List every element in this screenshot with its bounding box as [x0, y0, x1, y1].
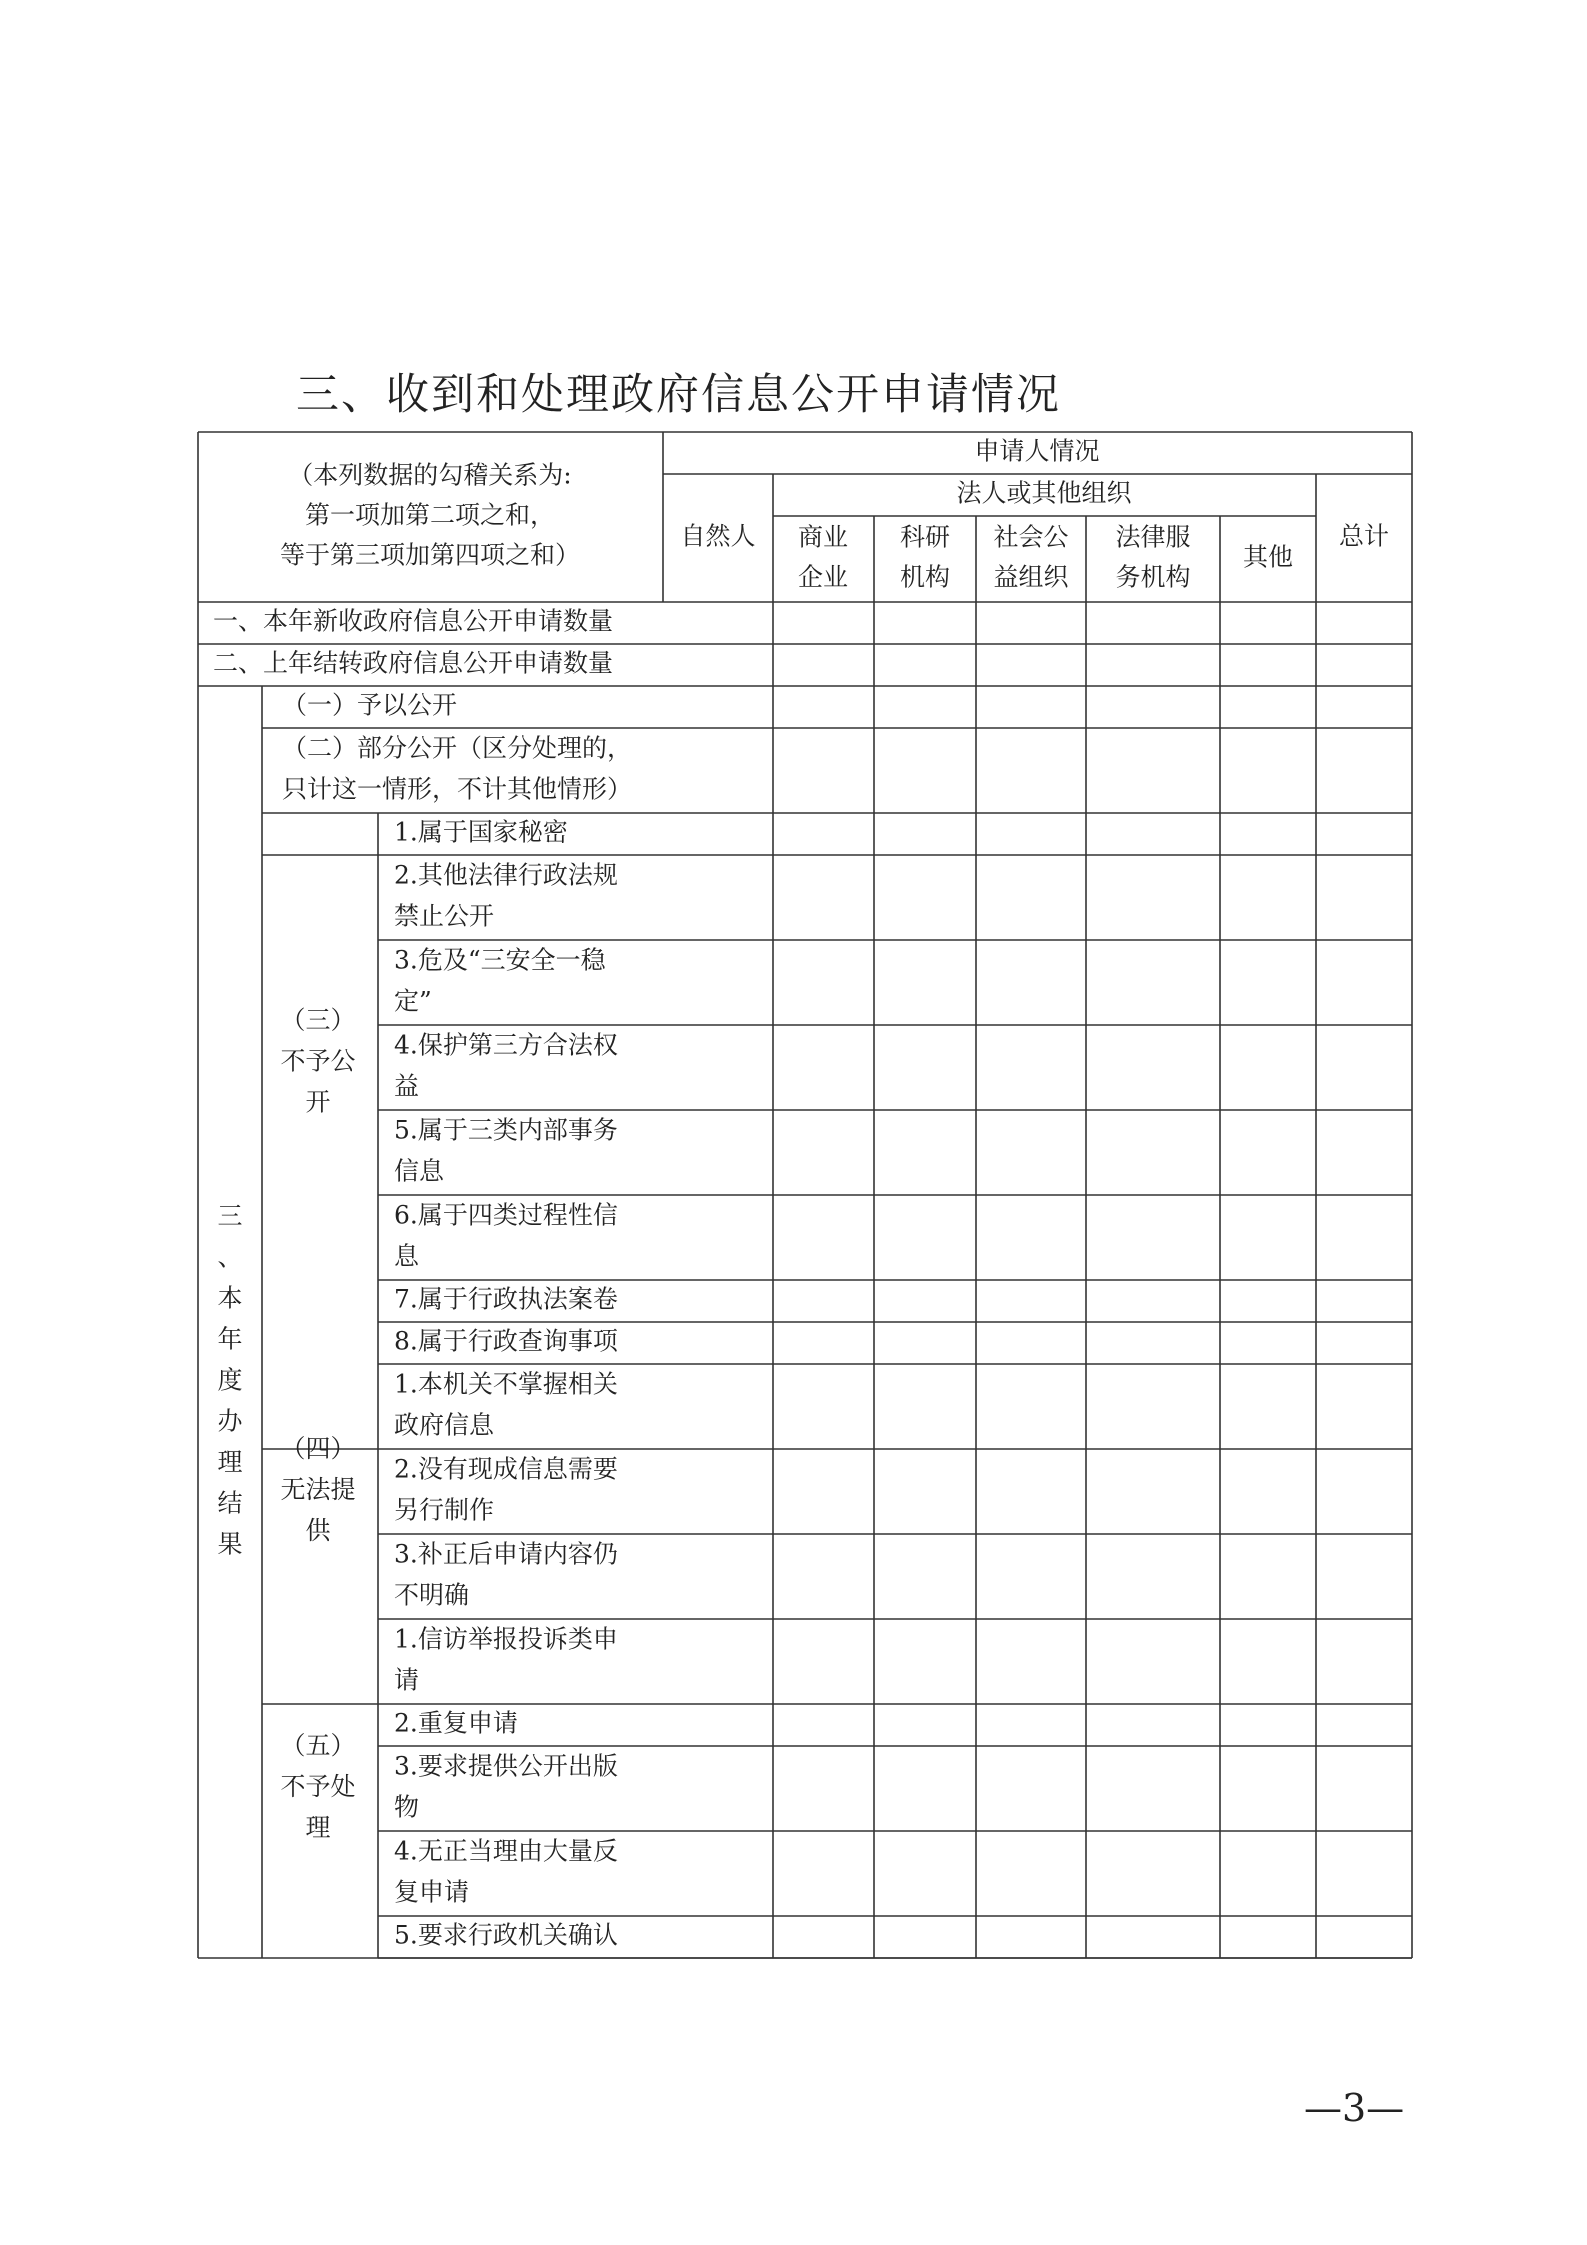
row-label: 5.属于三类内部事务	[394, 1115, 618, 1145]
section-3-label: 、	[217, 1242, 243, 1272]
section-3-label: 理	[217, 1447, 243, 1477]
row-label: 1.信访举报投诉类申	[394, 1624, 618, 1654]
section-3-label: 结	[217, 1488, 243, 1518]
row-label: 5.要求行政机关确认	[394, 1920, 618, 1950]
section-3-label: 果	[217, 1529, 243, 1559]
group-4-label: （四）	[280, 1434, 356, 1463]
row-label: 2.重复申请	[394, 1708, 518, 1738]
relation-note: 等于第三项加第四项之和）	[279, 540, 581, 570]
row-label: 1.本机关不掌握相关	[394, 1369, 618, 1399]
row-label: 4.保护第三方合法权	[394, 1030, 618, 1060]
row-label: 息	[394, 1241, 420, 1271]
row-label: 7.属于行政执法案卷	[394, 1284, 618, 1314]
legal-service-header: 法律服	[1115, 522, 1191, 552]
group-3-label: 不予公	[280, 1046, 356, 1076]
relation-note: （本列数据的勾稽关系为:	[288, 460, 572, 490]
row-label: 6.属于四类过程性信	[394, 1200, 618, 1230]
row-label: 禁止公开	[394, 901, 495, 931]
applicant-header: 申请人情况	[974, 436, 1100, 466]
row-label: 3.补正后申请内容仍	[394, 1539, 618, 1569]
row-label: 4.无正当理由大量反	[394, 1836, 618, 1866]
group-4-label: 供	[305, 1516, 331, 1545]
row-label: 政府信息	[394, 1410, 495, 1440]
page-number: —3—	[1304, 2086, 1405, 2130]
row-label: 益	[394, 1071, 420, 1101]
group-5-label: 理	[305, 1813, 331, 1842]
research-header: 机构	[899, 562, 951, 592]
row-label: 一、本年新收政府信息公开申请数量	[213, 606, 614, 636]
row-label: 8.属于行政查询事项	[394, 1326, 618, 1356]
row-label: 3.要求提供公开出版	[394, 1751, 618, 1781]
legal-person-header: 法人或其他组织	[956, 478, 1132, 508]
other-header: 其他	[1242, 542, 1294, 572]
research-header: 科研	[899, 522, 951, 552]
row-label: （二）部分公开（区分处理的，	[282, 733, 633, 763]
row-label: 复申请	[394, 1877, 470, 1907]
row-label: 另行制作	[394, 1495, 495, 1525]
row-label: 定”	[394, 986, 432, 1016]
social-header: 益组织	[993, 562, 1069, 592]
group-5-label: （五）	[280, 1731, 356, 1760]
row-label: 2.其他法律行政法规	[394, 860, 618, 890]
row-label: 信息	[394, 1156, 445, 1186]
row-label: 1.属于国家秘密	[394, 817, 568, 847]
natural-person-header: 自然人	[680, 521, 756, 551]
section-3-label: 三	[217, 1201, 243, 1231]
group-3-label: （三）	[280, 1005, 356, 1035]
row-label: 请	[394, 1665, 420, 1695]
table-text	[213, 437, 1389, 1950]
legal-service-header: 务机构	[1115, 562, 1191, 592]
row-label: 3.危及“三安全一稳	[394, 945, 606, 975]
group-5-label: 不予处	[280, 1772, 356, 1801]
row-label: 物	[394, 1792, 420, 1822]
commercial-header: 商业	[797, 522, 849, 552]
section-3-label: 年	[217, 1324, 243, 1354]
row-label: 二、上年结转政府信息公开申请数量	[213, 648, 614, 678]
commercial-header: 企业	[797, 562, 849, 592]
row-label: 2.没有现成信息需要	[394, 1454, 618, 1484]
row-label: 不明确	[394, 1580, 470, 1610]
group-4-label: 无法提	[280, 1475, 356, 1504]
section-3-label: 办	[217, 1406, 243, 1436]
total-header: 总计	[1338, 521, 1390, 551]
page-title: 三、收到和处理政府信息公开申请情况	[296, 370, 1061, 420]
section-3-label: 本	[217, 1283, 243, 1313]
section-3-label: 度	[217, 1365, 243, 1395]
group-3-label: 开	[305, 1087, 331, 1117]
relation-note: 第一项加第二项之和，	[304, 500, 556, 530]
row-label: （一）予以公开	[282, 690, 458, 720]
row-label: 只计这一情形，不计其他情形）	[282, 774, 633, 804]
social-header: 社会公	[993, 522, 1069, 552]
